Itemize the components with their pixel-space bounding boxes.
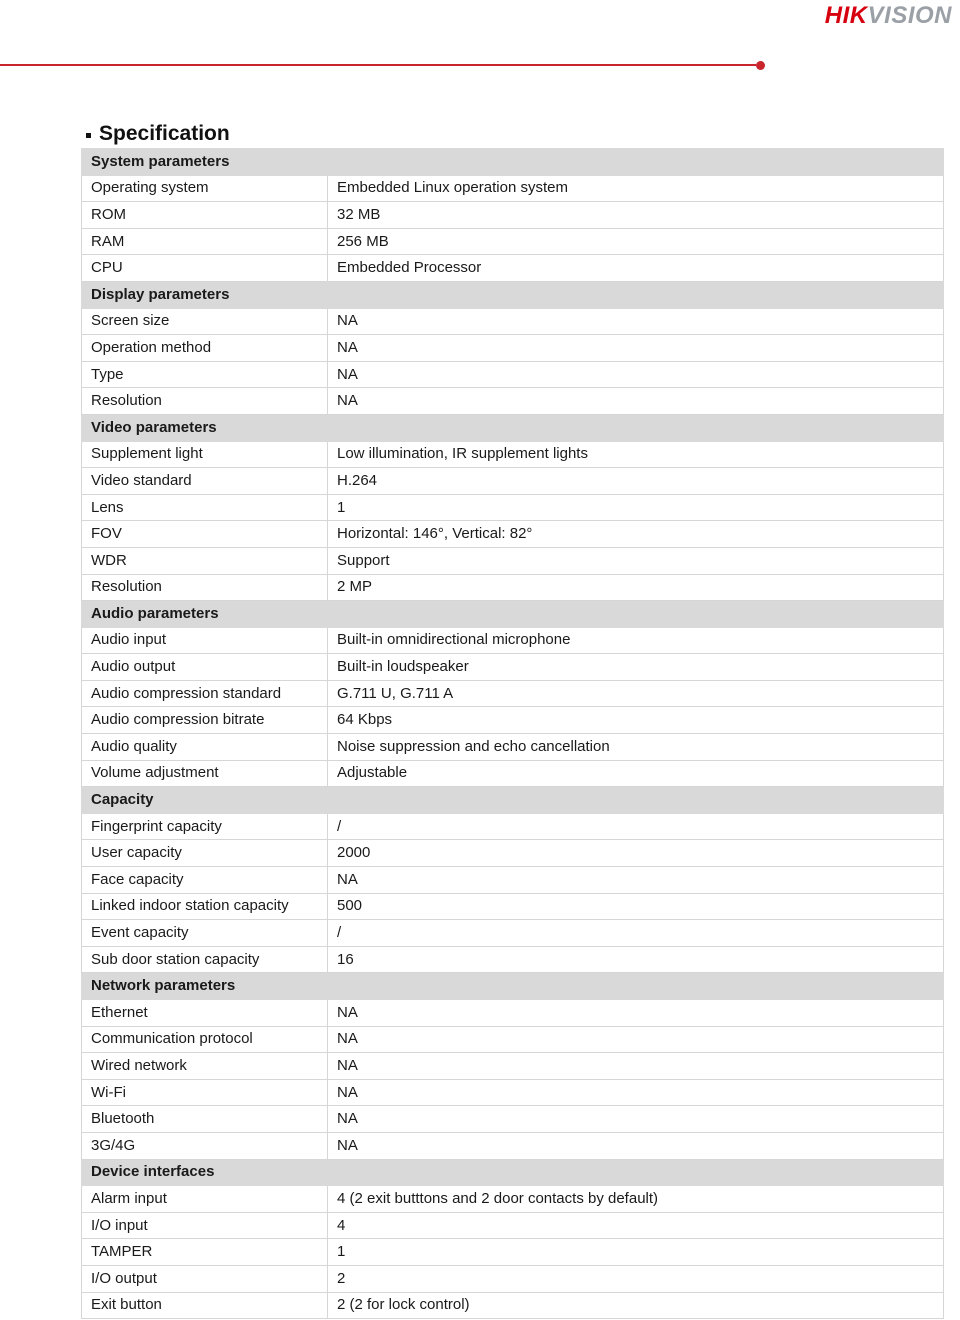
spec-label: Alarm input (82, 1186, 328, 1213)
header-rule-dot (756, 61, 765, 70)
group-header-empty-cell (328, 1159, 944, 1186)
spec-label: Resolution (82, 388, 328, 415)
spec-row (82, 228, 944, 255)
spec-label: Audio output (82, 654, 328, 681)
spec-row (82, 867, 944, 894)
spec-label: 3G/4G (82, 1132, 328, 1159)
spec-label: Resolution (82, 574, 328, 601)
spec-row (82, 1292, 944, 1319)
spec-label: Event capacity (82, 920, 328, 947)
spec-value: Built-in omnidirectional microphone (328, 627, 944, 654)
spec-value: 2 MP (328, 574, 944, 601)
spec-label: Operation method (82, 335, 328, 362)
spec-row (82, 707, 944, 734)
spec-row (82, 680, 944, 707)
spec-label: ROM (82, 202, 328, 229)
spec-row (82, 1212, 944, 1239)
spec-value: / (328, 920, 944, 947)
spec-value: H.264 (328, 468, 944, 495)
square-bullet-icon (86, 133, 91, 138)
spec-value: NA (328, 361, 944, 388)
spec-row (82, 760, 944, 787)
spec-row (82, 813, 944, 840)
spec-value: Built-in loudspeaker (328, 654, 944, 681)
group-header-row (82, 787, 944, 814)
spec-row (82, 521, 944, 548)
group-header-label: Capacity (82, 787, 328, 814)
spec-label: Communication protocol (82, 1026, 328, 1053)
spec-value: / (328, 813, 944, 840)
spec-label: Audio quality (82, 734, 328, 761)
spec-value: Support (328, 547, 944, 574)
spec-value: NA (328, 1132, 944, 1159)
spec-label: WDR (82, 547, 328, 574)
logo-text-hik: HIK (824, 2, 868, 29)
spec-value: Embedded Linux operation system (328, 175, 944, 202)
spec-label: Volume adjustment (82, 760, 328, 787)
spec-label: Sub door station capacity (82, 946, 328, 973)
spec-row (82, 574, 944, 601)
group-header-empty-cell (328, 787, 944, 814)
spec-row (82, 627, 944, 654)
spec-row (82, 1053, 944, 1080)
spec-value: Adjustable (328, 760, 944, 787)
spec-label: Audio compression bitrate (82, 707, 328, 734)
spec-value: Embedded Processor (328, 255, 944, 282)
group-header-row (82, 414, 944, 441)
spec-value: 2000 (328, 840, 944, 867)
spec-label: Audio compression standard (82, 680, 328, 707)
spec-row (82, 361, 944, 388)
spec-row (82, 175, 944, 202)
spec-row (82, 441, 944, 468)
spec-value: 4 (2 exit butttons and 2 door contacts by default) (328, 1186, 944, 1213)
spec-value: 1 (328, 494, 944, 521)
spec-value: G.711 U, G.711 A (328, 680, 944, 707)
group-header-empty-cell (328, 601, 944, 628)
spec-row (82, 1239, 944, 1266)
spec-label: User capacity (82, 840, 328, 867)
spec-row (82, 1106, 944, 1133)
group-header-label: Display parameters (82, 281, 328, 308)
spec-row (82, 1265, 944, 1292)
spec-label: CPU (82, 255, 328, 282)
spec-value: 500 (328, 893, 944, 920)
spec-label: Wired network (82, 1053, 328, 1080)
spec-row (82, 202, 944, 229)
spec-value: NA (328, 1053, 944, 1080)
spec-row (82, 1000, 944, 1027)
spec-row (82, 547, 944, 574)
spec-label: Operating system (82, 175, 328, 202)
spec-row (82, 1026, 944, 1053)
group-header-label: System parameters (82, 149, 328, 176)
spec-label: RAM (82, 228, 328, 255)
spec-row (82, 388, 944, 415)
group-header-empty-cell (328, 281, 944, 308)
spec-row (82, 1132, 944, 1159)
group-header-label: Audio parameters (82, 601, 328, 628)
hikvision-logo (825, 2, 952, 30)
group-header-row (82, 281, 944, 308)
spec-value: NA (328, 1026, 944, 1053)
spec-label: FOV (82, 521, 328, 548)
spec-value: 1 (328, 1239, 944, 1266)
group-header-row (82, 601, 944, 628)
spec-label: Type (82, 361, 328, 388)
group-header-row (82, 973, 944, 1000)
spec-label: TAMPER (82, 1239, 328, 1266)
spec-label: I/O input (82, 1212, 328, 1239)
group-header-row (82, 1159, 944, 1186)
spec-row (82, 494, 944, 521)
spec-value: NA (328, 308, 944, 335)
group-header-label: Video parameters (82, 414, 328, 441)
spec-label: Face capacity (82, 867, 328, 894)
spec-row (82, 920, 944, 947)
group-header-label: Network parameters (82, 973, 328, 1000)
spec-label: Supplement light (82, 441, 328, 468)
spec-value: Low illumination, IR supplement lights (328, 441, 944, 468)
spec-value: 4 (328, 1212, 944, 1239)
spec-label: Linked indoor station capacity (82, 893, 328, 920)
spec-row (82, 893, 944, 920)
spec-row (82, 1186, 944, 1213)
group-header-empty-cell (328, 149, 944, 176)
spec-row (82, 946, 944, 973)
spec-label: Wi-Fi (82, 1079, 328, 1106)
specification-table (81, 148, 944, 1319)
spec-row (82, 1079, 944, 1106)
spec-value: Horizontal: 146°, Vertical: 82° (328, 521, 944, 548)
spec-value: NA (328, 867, 944, 894)
group-header-empty-cell (328, 973, 944, 1000)
spec-row (82, 654, 944, 681)
logo-text-vision: VISION (867, 2, 952, 29)
header-rule (0, 64, 756, 66)
spec-label: Screen size (82, 308, 328, 335)
spec-label: Video standard (82, 468, 328, 495)
spec-value: 32 MB (328, 202, 944, 229)
spec-label: Fingerprint capacity (82, 813, 328, 840)
spec-value: NA (328, 388, 944, 415)
spec-value: NA (328, 1000, 944, 1027)
spec-label: Ethernet (82, 1000, 328, 1027)
spec-value: 2 (2 for lock control) (328, 1292, 944, 1319)
spec-value: 64 Kbps (328, 707, 944, 734)
spec-value: NA (328, 1079, 944, 1106)
group-header-empty-cell (328, 414, 944, 441)
spec-value: 256 MB (328, 228, 944, 255)
spec-value: Noise suppression and echo cancellation (328, 734, 944, 761)
spec-row (82, 734, 944, 761)
spec-label: Audio input (82, 627, 328, 654)
spec-row (82, 840, 944, 867)
spec-value: 16 (328, 946, 944, 973)
spec-row (82, 255, 944, 282)
section-title: Specification (99, 122, 230, 145)
spec-value: 2 (328, 1265, 944, 1292)
spec-value: NA (328, 335, 944, 362)
group-header-row (82, 149, 944, 176)
spec-value: NA (328, 1106, 944, 1133)
spec-row (82, 335, 944, 362)
spec-row (82, 308, 944, 335)
spec-label: I/O output (82, 1265, 328, 1292)
section-heading (86, 120, 230, 148)
group-header-label: Device interfaces (82, 1159, 328, 1186)
spec-label: Lens (82, 494, 328, 521)
spec-label: Bluetooth (82, 1106, 328, 1133)
spec-row (82, 468, 944, 495)
spec-label: Exit button (82, 1292, 328, 1319)
